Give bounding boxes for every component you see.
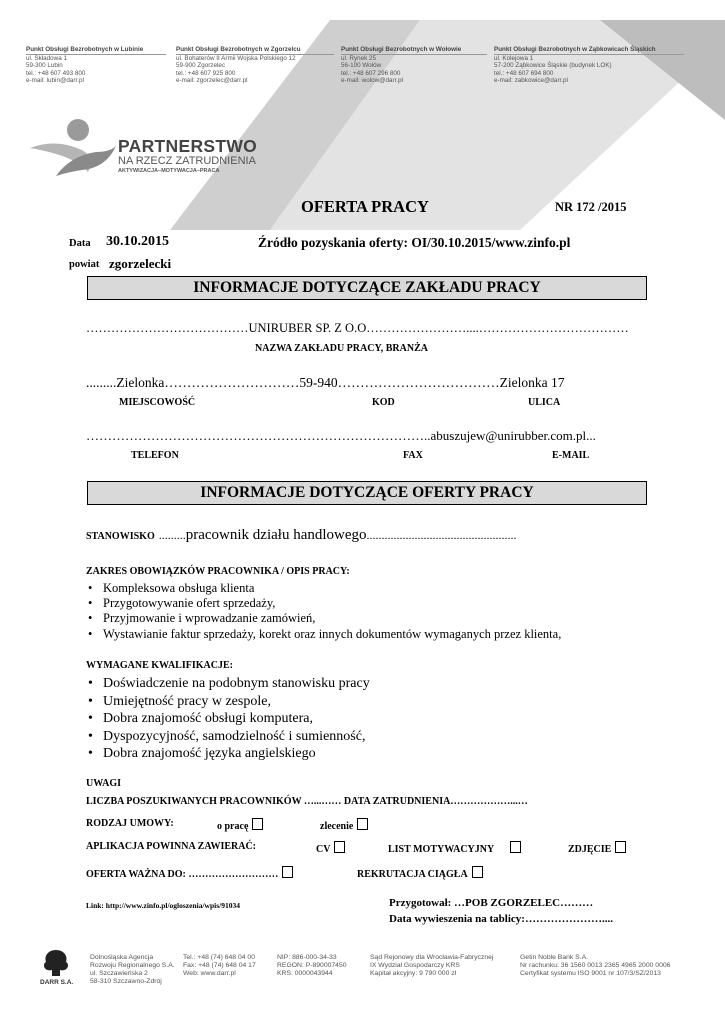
fax-label: FAX [403,450,423,461]
office-address: ul. Składowa 1 [26,54,67,62]
powiat-label: powiat [69,259,100,270]
footer-line: 58-310 Szczawno-Zdrój [90,978,162,985]
logo-subtitle: NA RZECZ ZATRUDNIENIA [118,155,256,167]
dots: ……………………....……………………………… [366,321,629,335]
list-item: • Wystawianie faktur sprzedaży, korekt oraz innych dokumentów wymaganych przez klienta, [86,627,561,642]
application-label: APLIKACJA POWINNA ZAWIERAĆ: [86,841,257,852]
logo-name: PARTNERSTWO [118,136,258,156]
dots: …………………………………………………………………….. [86,428,431,443]
office-lubin [26,46,166,85]
darr-logo-icon [40,948,72,978]
dots: ……………………………… [337,375,500,390]
list-item: • Dobra znajomość obsługi komputera, [86,710,370,728]
cv-label: CV [316,844,331,855]
company-city: Zielonka [116,375,165,390]
checkbox[interactable] [615,841,626,853]
valid-label: OFERTA WAŻNA DO: ……………………… [86,869,279,880]
office-tel: tel.: +48 607 493 800 [26,69,86,77]
powiat-value: zgorzelecki [109,256,172,271]
office-zgorzelec [176,46,334,85]
checkbox[interactable] [510,841,521,853]
offer-title: OFERTA PRACY [301,197,429,216]
footer-line: Tel.: +48 (74) 648 04 00 [183,954,255,961]
application-letter[interactable] [388,841,521,855]
footer-line: Dolnośląska Agencja [90,954,154,961]
workers-count-line: LICZBA POSZUKIWANYCH PRACOWNIKÓW …...…… DATA ZATRUDNIENIA………………...… [86,796,528,807]
contract-option-mandate[interactable] [320,818,368,832]
footer-line: Getin Noble Bank S.A. [520,954,589,961]
footer-line: Fax: +48 (74) 648 04 17 [183,962,256,969]
footer-line: KRS: 0000043944 [277,970,333,977]
remarks-label: UWAGI [86,778,122,789]
darr-logo-text: DARR S.A. [40,979,74,986]
office-email: e-mail: lubin@darr.pl [26,77,84,85]
dots: .................................................. [366,528,517,542]
position-value: pracownik działu handlowego [185,527,367,543]
footer-line: ul. Szczawieńska 2 [90,970,148,977]
footer-line: Web: www.darr.pl [183,970,236,977]
letter-label: LIST MOTYWACYJNY [388,844,495,855]
office-tel: tel.: +48 607 925 800 [176,69,236,77]
footer-line: Kapitał akcyjny: 9 790 000 zł [370,970,457,977]
footer-line: REGON: P-890007450 [277,962,347,969]
company-name: UNIRUBER SP. Z O.O [248,321,367,335]
contract-option-label: zlecenie [320,821,354,832]
dots: ... [586,428,596,443]
company-name-line [86,321,629,336]
posted-date: Data wywieszenia na tablicy:………………….... [389,913,613,925]
contract-option-label: o pracę [217,821,249,832]
dots: ......... [86,375,117,390]
office-title: Punkt Obsługi Bezrobotnych w Wołowie [341,46,487,55]
valid-until [86,866,293,880]
company-street: Zielonka 17 [499,375,565,390]
offer-number: NR 172 /2015 [555,200,627,214]
checkbox[interactable] [334,841,345,853]
office-city: 59-900 Zgorzelec [176,62,226,70]
company-address-line [86,375,564,391]
offer-source: Źródło pozyskania oferty: OI/30.10.2015/www.zinfo.pl [258,235,571,250]
footer-line: NIP: 886-000-34-33 [277,954,337,961]
list-item: • Przygotowywanie ofert sprzedaży, [86,596,561,611]
offer-link[interactable]: Link: http://www.zinfo.pl/ogloszenia/wpis/91034 [86,901,240,910]
office-email: e-mail: zgorzelec@darr.pl [176,77,248,85]
photo-label: ZDJĘCIE [568,844,612,855]
company-name-label: NAZWA ZAKŁADU PRACY, BRANŻA [255,343,428,354]
street-label: ULICA [528,397,561,408]
duties-label: ZAKRES OBOWIĄZKÓW PRACOWNIKA / OPIS PRACY: [86,566,350,577]
prepared-by: Przygotował: …POB ZGORZELEC……… [389,897,594,909]
city-label: MIEJSCOWOŚĆ [119,397,196,408]
checkbox[interactable] [282,866,293,878]
footer-line: Sąd Rejonowy dla Wrocławia-Fabrycznej [370,954,494,961]
logo-tagline: AKTYWIZACJA–MOTYWACJA–PRACA [118,168,220,174]
office-email: e-mail: zabkowice@darr.pl [494,77,568,85]
dots: ………………………… [164,375,300,390]
office-title: Punkt Obsługi Bezrobotnych w Zgorzelcu [176,46,334,55]
office-tel: tel.: +48 607 296 800 [341,69,401,77]
continuous-recruitment[interactable] [357,866,483,880]
footer-contact [183,954,283,978]
footer-company [90,954,185,986]
list-item: • Dobra znajomość języka angielskiego [86,745,370,763]
checkbox[interactable] [252,818,263,830]
offer-date: 30.10.2015 [106,234,169,249]
list-item: • Przyjmowanie i wprowadzanie zamówień, [86,611,561,626]
footer-line: Certyfikat systemu ISO 9001 nr 107/3/SZ/2013 [520,970,661,977]
offer-section-heading: INFORMACJE DOTYCZĄCE OFERTY PRACY [87,481,647,505]
recruit-label: REKRUTACJA CIĄGŁA [357,869,468,880]
header-decoration [0,0,725,230]
footer-registry [277,954,367,978]
code-label: KOD [372,397,395,408]
company-postal-code: 59-940 [299,375,338,390]
office-zabkowice [494,46,684,85]
office-city: 56-100 Wołów [341,62,382,70]
qualifications-list [86,675,370,763]
office-title: Punkt Obsługi Bezrobotnych w Lubinie [26,46,166,55]
dots: ......... [158,528,186,542]
office-city: 57-200 Ząbkowice Śląskie (budynek LOK) [494,62,612,70]
application-cv[interactable] [316,841,345,855]
company-email: abuszujew@unirubber.com.pl [430,428,587,443]
list-item: • Kompleksowa obsługa klienta [86,581,561,596]
duties-list [86,581,561,642]
footer-line: Rozwoju Regionalnego S.A. [90,962,175,969]
footer-line: IX Wydział Gospodarczy KRS [370,962,460,969]
phone-label: TELEFON [131,450,179,461]
company-contact-line [86,428,596,444]
checkbox[interactable] [357,818,368,830]
email-label: E-MAIL [552,450,590,461]
contract-label: RODZAJ UMOWY: [86,818,174,829]
date-label: Data [69,238,91,249]
contract-option-employment[interactable] [217,818,263,832]
office-address: ul. Rynek 25 [341,54,377,62]
checkbox[interactable] [472,866,483,878]
office-city: 59-300 Lubin [26,62,63,70]
list-item: • Doświadczenie na podobnym stanowisku pracy [86,675,370,693]
application-photo[interactable] [568,841,626,855]
qualifications-label: WYMAGANE KWALIFIKACJE: [86,660,233,671]
list-item: • Umiejętność pracy w zespole, [86,693,370,711]
partnerstwo-logo-icon [26,116,118,180]
company-section-heading: INFORMACJE DOTYCZĄCE ZAKŁADU PRACY [87,276,647,300]
office-address: ul. Kolejowa 1 [494,54,534,62]
footer-bank [520,954,715,978]
footer-line: Nr rachunku: 36 1560 0013 2365 4965 2000 0006 [520,962,671,969]
office-address: ul. Bohaterów II Armii Wojska Polskiego 12 [176,54,296,62]
list-item: • Dyspozycyjność, samodzielność i sumienność, [86,728,370,746]
position-label: STANOWISKO [86,531,155,542]
footer-court [370,954,510,978]
position-line [86,526,517,544]
office-email: e-mail: wolow@darr.pl [341,77,404,85]
office-wolow [341,46,487,85]
dots: ………………………………… [86,321,249,335]
office-title: Punkt Obsługi Bezrobotnych w Ząbkowicach Śląskich [494,46,684,55]
office-tel: tel.: +48 607 694 800 [494,69,554,77]
